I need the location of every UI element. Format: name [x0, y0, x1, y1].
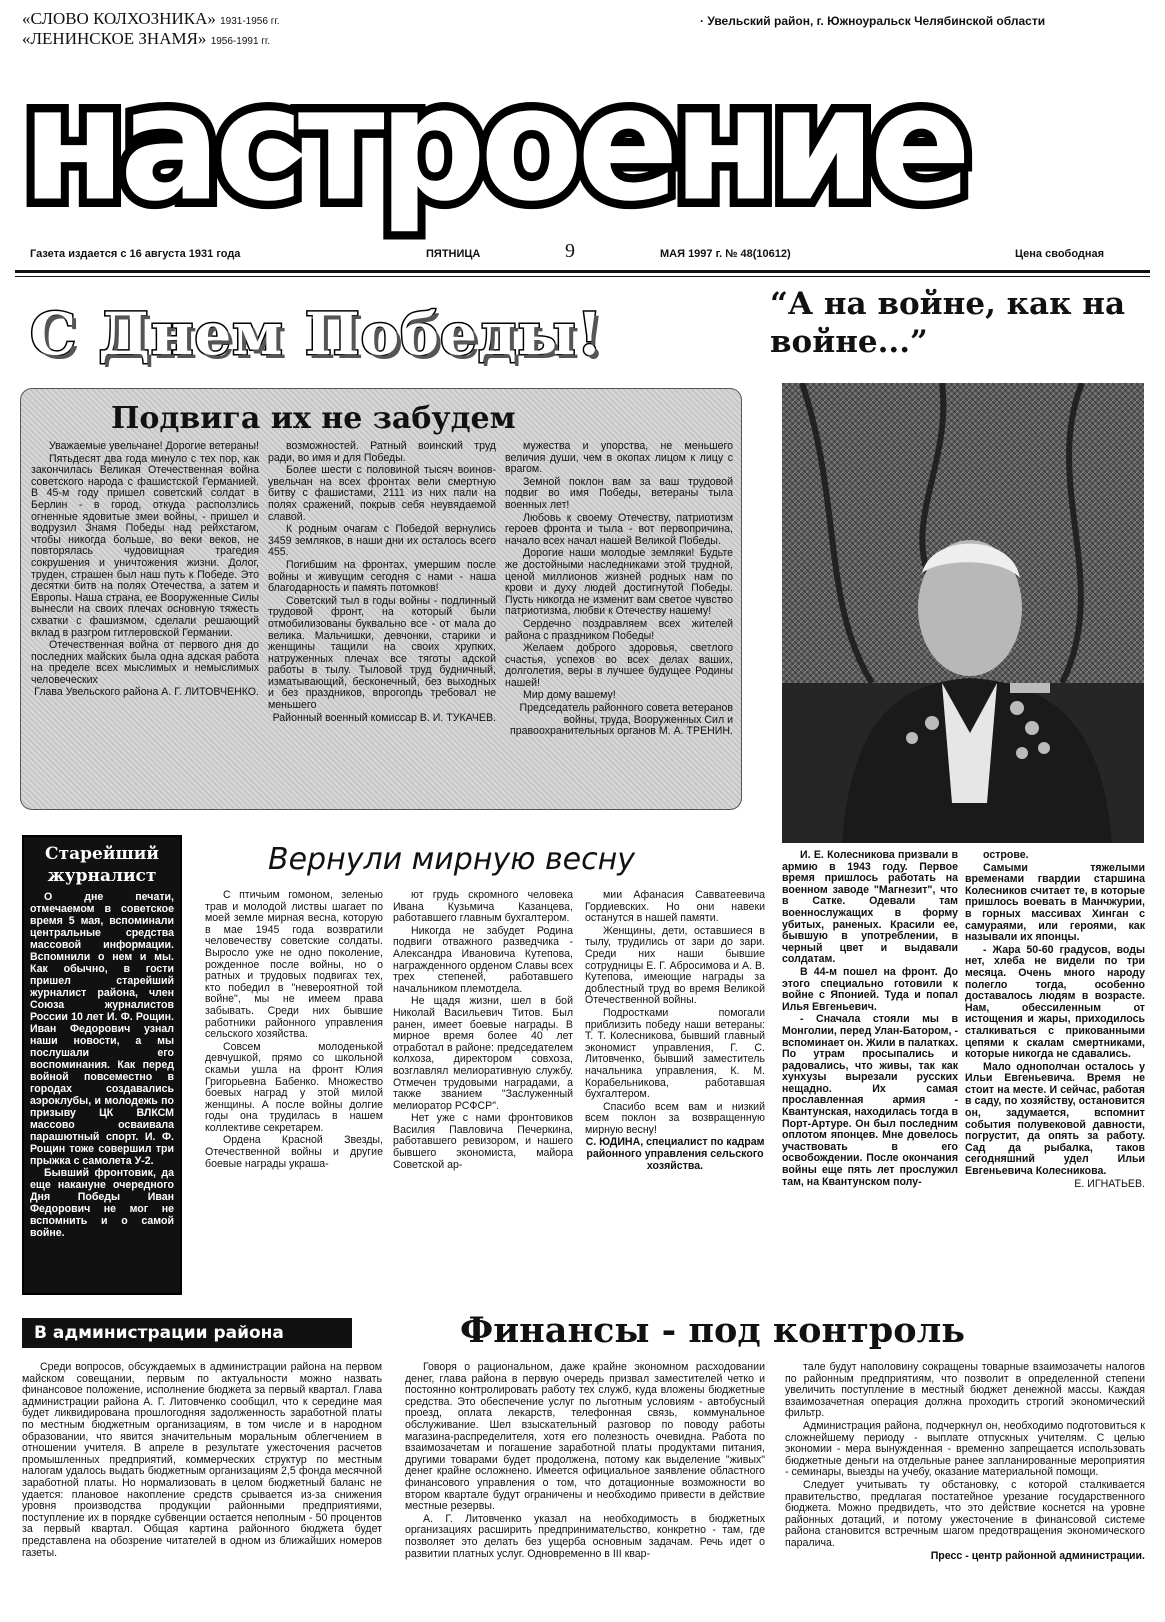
greeting-col-1: [31, 441, 259, 700]
spring-col-1: [205, 890, 383, 1171]
oldest-journalist-box: [22, 835, 182, 1295]
finance-title: Финансы - под контроль: [460, 1310, 966, 1351]
paragraph: Земной поклон вам за ваш трудовой подвиг во имя Победы, ветераны тыла военных лет!: [505, 475, 733, 511]
journalist-text: [24, 891, 180, 1239]
issue-info-bar: [30, 240, 1130, 264]
paragraph: Спасибо всем вам и низкий всем поклон за возвращенную мирную весну!: [585, 1100, 765, 1136]
masthead: [22, 50, 1142, 240]
weekday: ПЯТНИЦА: [426, 248, 481, 260]
finance-col-2: [405, 1362, 765, 1561]
price: Цена свободная: [1015, 248, 1105, 260]
veteran-photo: [782, 383, 1144, 843]
spring-col-3: [585, 890, 765, 1173]
greeting-title: Подвига их не забудем: [111, 401, 516, 436]
finance-col-3: [785, 1362, 1145, 1563]
old-name-1: «СЛОВО КОЛХОЗНИКА»: [22, 9, 216, 28]
paragraph: Погибшим на фронтах, умершим после войны и живущим сегодня с нами - наша благодарность и память потомков!: [268, 558, 496, 595]
paragraph: Следует учитывать ту обстановку, с которой сталкивается правительство, предлагая постатейное урезание государственного бюджета. Можно предвидеть, что это действие коснется на уровне районных дотаций, и потому ужесточение в финансовой системе района становится встречным шагом предотвращения экономического паралича.: [785, 1478, 1145, 1549]
paragraph: С птичьим гомоном, зеленью трав и молодой листвы шагает по моей земле мирная весна, которую в мае 1945 года возвратили человечеству советские солдаты. Выросло уже не одно поколение, рожденное после войны, но о ратных и трудовых подвигах тех, кто победил в "невероятной той войне", мы не имеем права забывать. Среди них бывшие работники районного управления сельского хозяйства.: [205, 889, 383, 1041]
paragraph: Самыми тяжелыми временами гвардии старшина Колесников считает те, в которые пришлось воевать в Манчжурии, в горных массивах Хинган с самураями, или героями, как называли их японцы.: [965, 861, 1145, 944]
signature: Глава Увельского района А. Г. ЛИТОВЧЕНКО.: [34, 686, 259, 699]
paragraph: острове.: [983, 849, 1029, 861]
greeting-col-2: [268, 441, 496, 725]
paragraph: Не щадя жизни, шел в бой Николай Васильевич Титов. Был ранен, имеет боевые награды. В мирное время более 40 лет отработал в районе: председателем колхоза, директором совхоза, возглавлял мелиоративную службу. Отмечен трудовыми наградами, а также званием "Заслуженный мелиоратор РСФСР".: [393, 995, 573, 1112]
founded-date: Газета издается с 16 августа 1931 года: [30, 248, 241, 260]
war-story-title: “А на войне, как на войне...”: [770, 286, 1126, 360]
old-name-2: «ЛЕНИНСКОЕ ЗНАМЯ»: [22, 29, 207, 48]
paragraph: И. Е. Колесникова призвали в армию в 1943 году. Первое время пришлось работать на военном заводе "Магнезит", что в Сатке. Одевали там военнослужащих в форму убитых, раненых. Красили ее, бывшую в употреблении, в черный цвет и выдавали солдатам.: [782, 849, 958, 966]
signature: Председатель районного совета ветеранов войны, труда, Вооруженных Сил и правоохранительных органов М. А. ТРЕНИН.: [510, 702, 733, 738]
paragraph: Отечественная война от первого дня до последних майских была одна адская работа на пределе всех мыслимых и немыслимых человеческих: [31, 639, 259, 686]
old-years-2: 1956-1991 гг.: [210, 36, 271, 47]
paragraph: - Жара 50-60 градусов, воды нет, хлеба не видели по три месяца. Очень много народу полегло тогда, особенно доставалось людям в возрасте. Нам, обессиленным от истощения и жары, приходилось сталкиваться с прикованными цепями к скалам смертниками, которые никогда не сдавались.: [965, 943, 1145, 1061]
signature: С. ЮДИНА, специалист по кадрам районного управления сельского хозяйства.: [585, 1136, 765, 1172]
paragraph: мужества и упорства, не меньшего величия души, чем в окопах лицом к лицу с врагом.: [505, 440, 733, 476]
war-story-col-1: [782, 850, 958, 1189]
issue-day: 9: [565, 240, 575, 262]
paragraph: Совсем молоденькой девчушкой, прямо со школьной скамьи ушла на фронт Юлия Григорьевна Бабенко. Множество боевых наград у этой милой женщины. А после войны долгие годы она трудилась в нашем коллективе секретарем.: [205, 1040, 383, 1134]
signature: Е. ИГНАТЬЕВ.: [1074, 1177, 1145, 1190]
paragraph: А. Г. Литовченко указал на необходимость в бюджетных организациях расширить предпринимательство, конкретно - там, где позволяет это делать без ущерба основным задачам. Речь идет о развитии платных услуг. Одновременно в III квар-: [405, 1512, 765, 1560]
signature: Районный военный комиссар В. И. ТУКАЧЕВ.: [272, 711, 496, 724]
paragraph: мии Афанасия Савватеевича Гордиевских. Но они навеки останутся в нашей памяти.: [585, 889, 765, 925]
paragraph: Более шести с половиной тысяч воинов-увельчан на всех фронтах вели смертную битву с фашистами, 2111 из них пали на полях сражений, покрыв себя неувядаемой славой.: [268, 464, 496, 523]
paragraph: Ордена Красной Звезды, Отечественной войны и другие боевые награды украша-: [205, 1134, 383, 1170]
paragraph: Желаем доброго здоровья, светлого счастья, успехов во всех делах ваших, долголетия, веры в лучшее будущее Родины нашей!: [505, 642, 733, 689]
masthead-title: настроение: [22, 53, 966, 237]
paragraph: Советский тыл в годы войны - подлинный трудовой фронт, на который были отмобилизованы буквально все - от мала до велика. Мальчишки, девчонки, старики и женщины тащили на своих хрупких, натруженных плечах все тяготы адской работы в тылу. Тыловой труд будничный, изматывающий, бесконечный, без выходных и без праздников, впрогопдь требовал не меньшего: [268, 594, 496, 712]
paragraph: Администрация района, подчеркнул он, необходимо подготовиться к сложнейшему периоду - выплате отпускных учителям. С целью экономии - мера вынужденная - временно запрещается использовать бюджетные деньги на отдельные ранее запланированные мероприятия - семинары, выезды на учебу, оказание материальной помощи.: [785, 1419, 1145, 1479]
paragraph: Мало однополчан осталось у Ильи Евгеньевича. Время не стоит на месте. И сейчас, работая в саду, по хозяйству, остановится он, задумается, вспомнит события полувековой давности, погрустит, да опять за работу. Сад да рыбалка, таков сегодняшний удел Ильи Евгеньевича Колесникова.: [965, 1060, 1145, 1178]
paragraph: Дорогие наши молодые земляки! Будьте же достойными наследниками этой трудной, ценой миллионов жизней родных нам по крови и духу людей достигнутой Победы. Пусть никогда не изменит вам светое чувство патриотизма, любви к Отечеству нашему!: [505, 547, 733, 618]
paragraph: Никогда не забудет Родина подвиги отважного разведчика - Александра Ивановича Кутепова, награжденного орденом Славы всех трех степеней, работавшего начальником племотдела.: [393, 924, 573, 995]
paragraph: Любовь к своему Отечеству, патриотизм героев фронта и тыла - вот первопричина, начало всех начал нашей Великой Победы.: [505, 511, 733, 547]
paragraph: Подростками помогали приблизить победу наши ветераны: Т. Т. Колесникова, бывший главный экономист управления, Г. С. Литовченко, бывший заместитель начальника управления, К. М. Корабельникова, работавшая бухгалтером.: [585, 1006, 765, 1101]
paragraph: К родным очагам с Победой вернулись 3459 земляков, в наши дни их осталось всего 455.: [268, 523, 496, 559]
header-rule-thin: [15, 276, 1150, 277]
region-line: · Увельский район, г. Южноуральск Челябинской области: [700, 14, 1046, 28]
paragraph: Среди вопросов, обсуждаемых в администрации района на первом майском совещании, первым по актуальности можно назвать финансовое положение, исполнение бюджета за первый квартал. Глава администрации района А. Г. Литовченко сообщил, что к середине мая будет ликвидирована прошлогодняя задолженность заработной платы по местным бюджетным организациям, в том числе и в народном образовании, что явится значительным моральным облегчением в отношении учителя. В апреле в результате ужесточения расчетов промышленных предприятий, коммерческих структур по местным налогам удалось выдать бюджетным организациям 2,5 фонда месячной заработной платы. Но нормализовать в целом бюджетный баланс не удается: плановое накопление средств срывается из-за снижения уровня производства продукции районными предприятиями, поступление их в порядке субвенции остается неполным - 50 процентов за первый квартал. Общая картина районного бюджета будет представлена на обозрение читателей в одном из ближайших номеров газеты.: [22, 1361, 382, 1559]
signature: Пресс - центр районной администрации.: [930, 1549, 1145, 1562]
paragraph: Женщины, дети, оставшиеся в тылу, трудились от зари до зари. Среди них наши бывшие сотрудницы Е. Г. Абросимова и А. В. Кутепова, имеющие награды за доблестный труд во время Великой Отечественной войны.: [585, 924, 765, 1007]
war-story-col-2: [965, 850, 1145, 1191]
old-years-1: 1931-1956 гг.: [220, 16, 280, 27]
paragraph: Говоря о рациональном, даже крайне экономном расходовании денег, глава района в первую очередь призвал заместителей четко и постоянно контролировать работу тех служб, куда вложены бюджетные средства. Это обеспечение услуг по льготным условиям - автобусный проезд, оплата лекарств, телефонная связь, коммунальное обслуживание. Шел взыскательный разговор по поводу работы магазина-распределителя, хотя его полезность очевидна. Работа по взаимозачетам и погашение заработной платы продуктами питания, другими товарами будет продолжена, потому как выделение "живых" денег крайне осложнено. Имеется официальное заявление областного финансового управления о том, что дотационные возможности во втором квартале будут ограничены и необходимо привести в действие местные резервы.: [405, 1361, 765, 1513]
victory-greeting-box: [20, 388, 742, 810]
issue-number: МАЯ 1997 г. № 48(10612): [660, 248, 791, 260]
veteran-photo-image: [782, 383, 1144, 843]
former-names: [22, 10, 342, 50]
paragraph: тале будут наполовину сокращены товарные взаимозачеты налогов по районным предприятиям, что позволит в определенной степени увеличить поступление в местный бюджет денежной массы. Каждая взаимозачетная операция должна проходить строгий экономический фильтр.: [785, 1361, 1145, 1420]
finance-col-1: [22, 1362, 382, 1560]
paragraph: В 44-м пошел на фронт. До этого специально готовили к войне с Японией. Туда и попал Илья Евгеньевич.: [782, 965, 958, 1013]
greeting-col-3: [505, 441, 733, 739]
paragraph: Бывший фронтовик, да еще накануне очередного Дня Победы Иван Федорович не мог не вспомнить и о самой войне.: [30, 1167, 174, 1239]
paragraph: Пятьдесят два года минуло с тех пор, как закончилась Великая Отечественная война советского народа с фашистской Германией. В 45-м году пришел советский солдат в Берлин - в город, откуда расползлись огненные ядовитые змеи войны, - пришел и водрузил Знамя Победы над рейхстагом, чтобы никогда больше, во веки веков, не повторялась чудовищная трагедия сокрушения и уничтожения жизни. Долог, труден, страшен был наш путь к Победе. Это десятки битв на полях Отечества, а затем и Европы. Наша страна, ее Вооруженные Силы вынесли на своих плечах основную тяжесть схватки с фашизмом, сделали решающий вклад в разгром гитлеровской Германии.: [31, 452, 259, 639]
header-rule: [15, 270, 1150, 273]
journalist-title: Старейший журналист: [45, 844, 159, 886]
victory-day-banner: С Днем Победы!: [30, 300, 604, 368]
paragraph: Нет уже с нами фронтовиков Василия Павловича Печеркина, работавшего ревизором, и нашего бывшего экономиста, майора Советской ар-: [393, 1112, 573, 1171]
spring-title: Вернули мирную весну: [268, 842, 635, 877]
paragraph: ют грудь скромного человека Ивана Кузьмича Казанцева, работавшего главным бухгалтером.: [393, 889, 573, 925]
paragraph: Мир дому вашему!: [523, 689, 616, 702]
paragraph: Уважаемые увельчане! Дорогие ветераны!: [49, 440, 259, 452]
section-tag: В администрации района: [22, 1318, 352, 1348]
paragraph: возможностей. Ратный воинский труд ради, во имя и для Победы.: [268, 440, 496, 464]
paragraph: О дне печати, отмечаемом в советское время 5 мая, вспоминали центральные средства массовой информации. Вспомнили о нем и мы. Как обычно, в гости пришел старейший журналист района, член Союза журналистов России 10 лет И. Ф. Рощин. Иван Федорович узнал наши новости, а мы послушали его воспоминания. Как перед войной повсеместно в городах создавались аэроклубы, и молодежь по призыву ЦК ВЛКСМ массово осваивала парашютный спорт. И. Ф. Рощин тоже совершил три прыжка с самолета У-2.: [30, 891, 174, 1167]
spring-col-2: [393, 890, 573, 1172]
paragraph: Сердечно поздравляем всех жителей района с праздником Победы!: [505, 617, 733, 642]
paragraph: - Сначала стояли мы в Монголии, перед Улан-Батором, - вспоминает он. Жили в палатках. По утрам просыпались и радовались, что живы, так как хунхузы вырезали русских нещадно. Их самая прославленная армия - Квантунская, находилась тогда в Порт-Артуре. Он был последним оплотом японцев. Мне довелось участвовать в его освобождении. После окончания войны еще пять лет прослужил там, на Квантунском полу-: [782, 1013, 959, 1188]
